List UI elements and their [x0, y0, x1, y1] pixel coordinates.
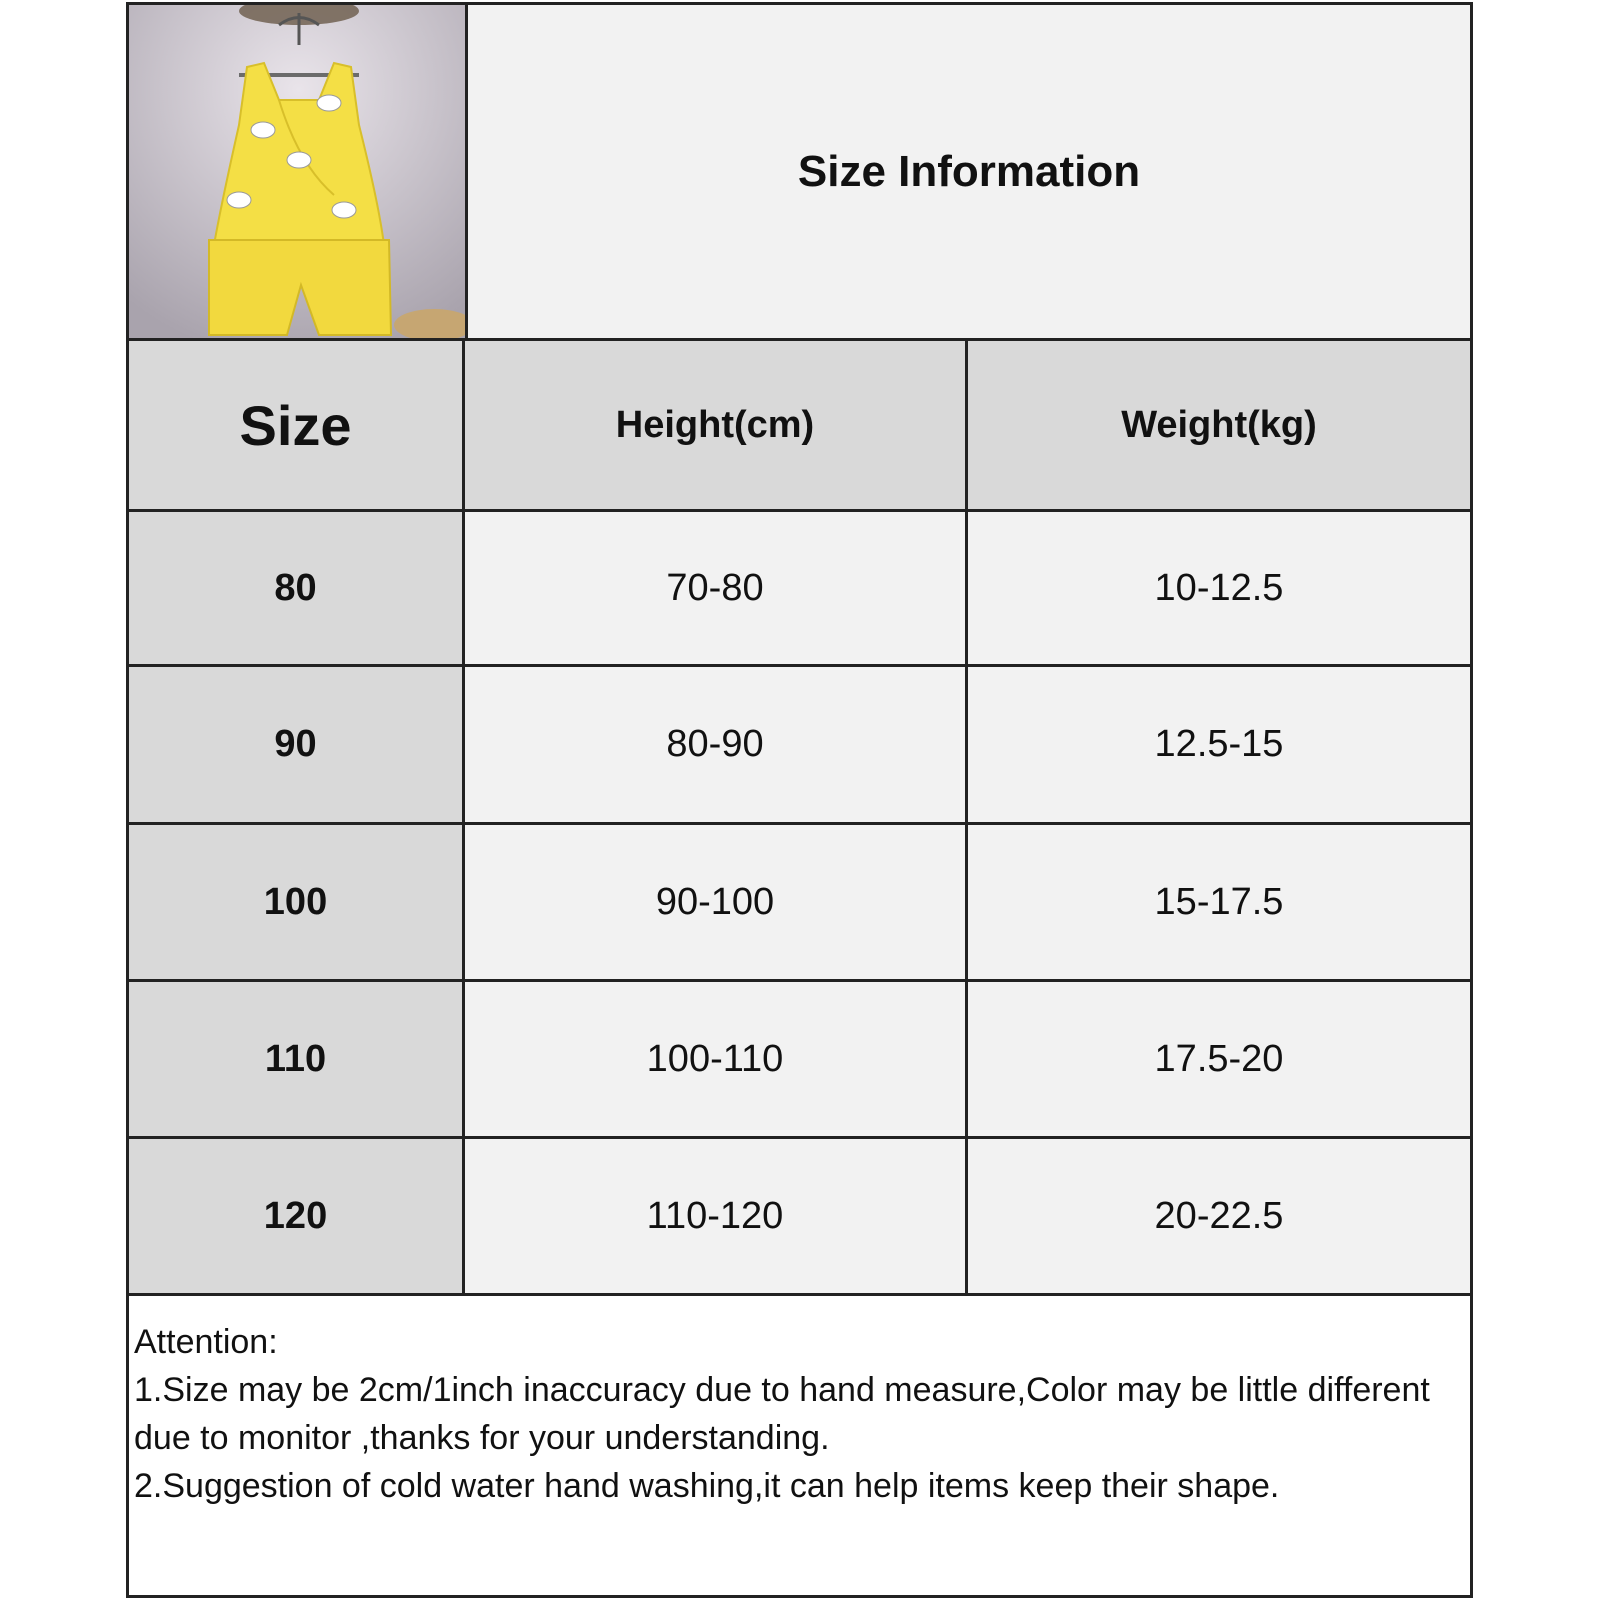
notes-line-1: 1.Size may be 2cm/1inch inaccuracy due to hand measure,Color may be little different due to monitor ,thanks for your understanding. [134, 1371, 1430, 1457]
table-row-height [465, 1139, 965, 1293]
table-row-size [129, 982, 462, 1136]
size-value: 90 [274, 723, 317, 765]
table-row-weight [968, 982, 1470, 1136]
size-value: 110 [264, 1037, 327, 1080]
table-row-weight [968, 825, 1470, 979]
weight-value: 17.5-20 [1154, 1037, 1284, 1080]
size-chart [126, 2, 1473, 1598]
table-row-height [465, 825, 965, 979]
table-row-size [129, 512, 462, 664]
height-value: 70-80 [666, 566, 764, 609]
table-row-weight [968, 667, 1470, 822]
product-photo [129, 5, 468, 344]
header-weight: Weight(kg) [1121, 403, 1317, 446]
header-size-cell [129, 341, 462, 509]
product-image [129, 5, 468, 344]
table-row-height [465, 667, 965, 822]
size-value: 80 [274, 566, 317, 609]
height-value: 100-110 [646, 1037, 784, 1080]
table-row-size [129, 1139, 462, 1293]
weight-value: 10-12.5 [1154, 566, 1284, 609]
table-row-size [129, 825, 462, 979]
weight-value: 12.5-15 [1154, 723, 1284, 765]
header-height-cell [465, 341, 965, 509]
attention-notes [134, 1318, 1454, 1510]
weight-value: 20-22.5 [1154, 1194, 1284, 1237]
table-row-height [465, 982, 965, 1136]
weight-value: 15-17.5 [1154, 880, 1284, 923]
header-height: Height(cm) [615, 403, 815, 446]
table-row-size [129, 667, 462, 822]
height-value: 80-90 [666, 723, 764, 765]
table-row-weight [968, 1139, 1470, 1293]
notes-heading: Attention: [134, 1323, 278, 1361]
table-row-height [465, 512, 965, 664]
table-row-weight [968, 512, 1470, 664]
size-value: 120 [263, 1194, 328, 1237]
title-cell [468, 5, 1470, 338]
height-value: 110-120 [646, 1194, 784, 1237]
height-value: 90-100 [655, 880, 775, 923]
header-weight-cell [968, 341, 1470, 509]
notes-line-2: 2.Suggestion of cold water hand washing,it can help items keep their shape. [134, 1467, 1280, 1505]
header-size: Size [239, 393, 352, 457]
size-value: 100 [263, 880, 328, 923]
page-title: Size Information [797, 146, 1141, 196]
